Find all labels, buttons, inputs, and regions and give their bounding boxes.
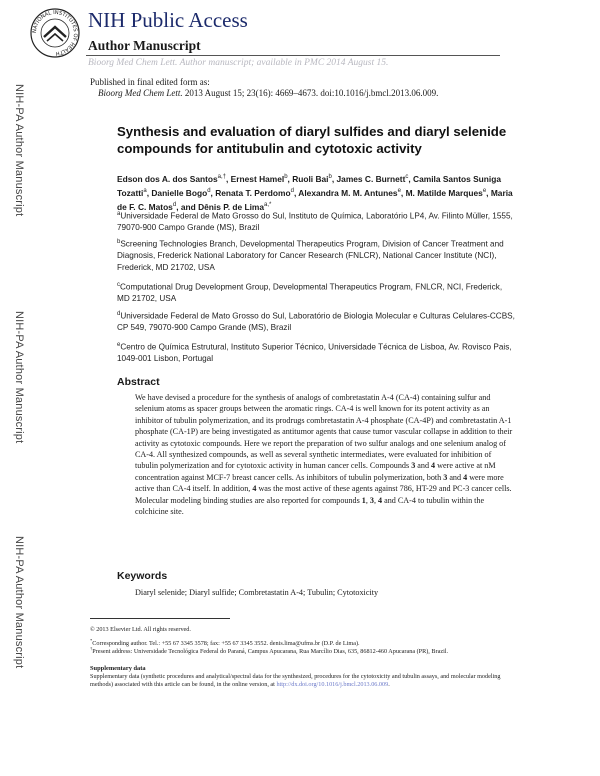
side-label-bottom: NIH-PA Author Manuscript xyxy=(13,536,25,669)
article-title: Synthesis and evaluation of diaryl sulfides and diaryl selenide compounds for antitubulin and cytotoxic activity xyxy=(117,124,507,156)
header-divider xyxy=(86,55,500,56)
nih-seal-logo xyxy=(30,8,80,58)
keywords-heading: Keywords xyxy=(117,570,168,582)
present-address-note: †Present address: Universidade Tecnológica Federal do Paraná, Campus Apucarana, Rua Marcílio Dias, 635, 86812-460 Apucarana (PR), Brazil. xyxy=(90,646,449,656)
affiliation-a: $^a$Universidade Federal de Mato Grosso do Sul, Instituto de Química, Laboratório LP4, Av. Filinto Müller, 1555, 79070-900 Campo Grande (MS), Brazil xyxy=(117,211,513,233)
abstract-heading: Abstract xyxy=(117,376,160,388)
svg-text:NATIONAL INSTITUTES OF HEALTH: NATIONAL INSTITUTES OF HEALTH xyxy=(31,9,79,57)
affiliation-d: $^d$Universidade Federal de Mato Grosso do Sul, Laboratório de Biologia Molecular e Culturas Celulares-CCBS, CP 549, 79070-900 Campo Grande (MS), Brazil xyxy=(117,311,515,333)
journal-name: Bioorg Med Chem Lett. xyxy=(98,88,183,98)
published-label: Published in final edited form as: xyxy=(90,77,210,87)
supplementary-note: Supplementary data (synthetic procedures and analytical/spectral data for the synthesized, procedures for the cytotoxicity and tubulin assays, and molecular modeling methods) associated with this article can be found, in the online version, at http://dx.doi.org/10.1016/j.bmcl.2013.06.009. xyxy=(90,673,501,689)
affiliation-e: $^e$Centro de Química Estrutural, Instituto Superior Técnico, Universidade Técnica de Lisboa, Av. Rovisco Pais, 1049-001 Lisbon, Portugal xyxy=(117,342,512,364)
availability-note: Bioorg Med Chem Lett. Author manuscript; available in PMC 2014 August 15. xyxy=(88,58,389,68)
keywords-list: Diaryl selenide; Diaryl sulfide; Combretastatin A-4; Tubulin; Cytotoxicity xyxy=(135,588,379,597)
author-manuscript-subtitle: Author Manuscript xyxy=(88,38,201,53)
copyright-note: © 2013 Elsevier Ltd. All rights reserved. xyxy=(90,626,191,633)
citation-line xyxy=(98,88,438,98)
side-label-top: NIH-PA Author Manuscript xyxy=(13,84,25,217)
side-label-middle: NIH-PA Author Manuscript xyxy=(13,311,25,444)
corresponding-author-note: *Corresponding author. Tel.: +55 67 3345 3578; fax: +55 67 3345 3552. denis.lima@ufms.br (D.P. de Lima). xyxy=(90,638,360,648)
author-list: Edson dos A. dos Santos$^{a,\dagger}$, Ernest Hamel$^b$, Ruoli Bai$^b$, James C. Burnett$^c$, Camila Santos Suniga Tozatti$^a$, Danielle Bogo$^d$, Renata T. Perdomo$^d$, Alexandra M. M. Antunes$^e$, M. Matilde Marques$^e$, Maria de F. C. Matos$^d$, and Dênis P. de Lima$^{a,*}$ xyxy=(117,173,513,212)
supplementary-heading: Supplementary data xyxy=(90,665,146,672)
abstract-body: We have devised a procedure for the synthesis of analogs of combretastatin A-4 (CA-4) containing sulfur and selenium atoms as spacer groups between the aromatic rings. CA-4 is well known for its potent activity as an inhibitor of tubulin polymerization, and its prodrugs combretastatin A-4 phosphate (CA-4P) and combretastatin A-1 phosphate (CA-1P) are being investigated as antitumor agents that cause tumor vascular collapse in addition to their activity as cytotoxic compounds. Here we report the preparation of two sulfur analogs and one selenium analog of CA-4. All synthesized compounds, as well as several synthetic intermediates, were evaluated for inhibition of tubulin polymerization and for cytotoxic activity in human cancer cells. Compounds 3 and 4 were active at nM concentration against MCF-7 breast cancer cells. As inhibitors of tubulin polymerization, both 3 and 4 were more active than CA-4 itself. In addition, 4 was the most active of these agents against 786, HT-29 and PC-3 cancer cells. Molecular modeling binding studies are also reported for compounds 1, 3, 4 and CA-4 to tubulin within the colchicine site. xyxy=(135,393,513,517)
footnote-divider xyxy=(90,618,230,619)
affiliation-b: $^b$Screening Technologies Branch, Developmental Therapeutics Program, Division of Cancer Treatment and Diagnosis, Frederick National Laboratory for Cancer Research (FNLCR), National Cancer Institute (NCI), Frederick, MD 21702, USA xyxy=(117,239,504,272)
citation-details: 2013 August 15; 23(16): 4669–4673. doi:10.1016/j.bmcl.2013.06.009. xyxy=(182,88,439,98)
affiliation-c: $^c$Computational Drug Development Group, Developmental Therapeutics Program, FNLCR, NCI, Frederick, MD 21702, USA xyxy=(117,282,503,304)
supplementary-doi-link[interactable]: http://dx.doi.org/10.1016/j.bmcl.2013.06.009 xyxy=(276,681,389,689)
nih-public-access-title: NIH Public Access xyxy=(88,8,248,32)
